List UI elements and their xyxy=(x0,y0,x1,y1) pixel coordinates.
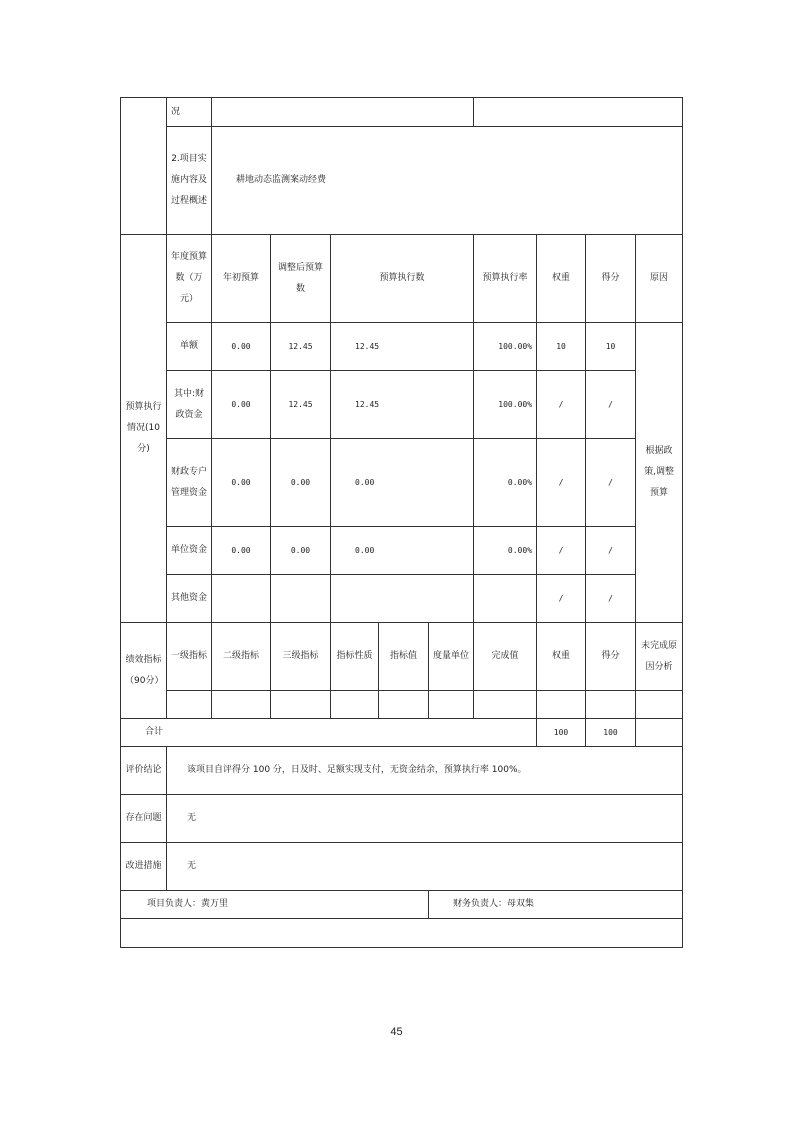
empty-cell xyxy=(636,691,683,719)
budget-row-label: 单额 xyxy=(167,323,212,371)
blank-left-cell xyxy=(121,98,167,235)
perf-header-level2: 二级指标 xyxy=(212,623,271,691)
blank-footer-row xyxy=(121,919,683,948)
budget-adjusted: 0.00 xyxy=(271,527,331,575)
budget-header-weight: 权重 xyxy=(537,235,586,323)
budget-weight: / xyxy=(537,527,586,575)
table-row xyxy=(121,371,683,439)
budget-rate: 0.00% xyxy=(474,527,537,575)
total-score: 100 xyxy=(586,719,636,747)
budget-rate: 100.00% xyxy=(474,323,537,371)
empty-cell xyxy=(379,691,429,719)
total-label: 合计 xyxy=(121,719,537,747)
perf-header-reason: 未完成原因分析 xyxy=(636,623,683,691)
budget-header-executed: 预算执行数 xyxy=(331,235,474,323)
conclusion-text: 该项目自评得分 100 分，日及时、足额实现支付，无资金结余，预算执行率 100%。 xyxy=(167,747,683,795)
content-label: 2.项目实施内容及过程概述 xyxy=(167,127,212,235)
budget-rate xyxy=(474,575,537,623)
budget-header-adjusted: 调整后预算数 xyxy=(271,235,331,323)
measures-text: 无 xyxy=(167,843,683,891)
budget-executed: 12.45 xyxy=(331,371,474,439)
budget-score: / xyxy=(586,371,636,439)
budget-score: / xyxy=(586,439,636,527)
table-row xyxy=(121,323,683,371)
conclusion-label: 评价结论 xyxy=(121,747,167,795)
budget-initial xyxy=(212,575,271,623)
total-weight: 100 xyxy=(537,719,586,747)
budget-header-score: 得分 xyxy=(586,235,636,323)
empty-cell xyxy=(474,691,537,719)
budget-weight: 10 xyxy=(537,323,586,371)
budget-reason: 根据政策,调整预算 xyxy=(636,323,683,623)
project-lead-signature: 项目负责人：黄万里 xyxy=(121,891,429,919)
empty-cell xyxy=(212,691,271,719)
perf-header-value: 指标值 xyxy=(379,623,429,691)
measures-label: 改进措施 xyxy=(121,843,167,891)
content-text: 耕地动态监测案动经费 xyxy=(212,127,683,235)
empty-cell xyxy=(331,691,379,719)
budget-row-label: 财政专户管理资金 xyxy=(167,439,212,527)
budget-row-label: 其他资金 xyxy=(167,575,212,623)
budget-weight: / xyxy=(537,371,586,439)
budget-section-label: 预算执行情况(10分) xyxy=(121,235,167,623)
finance-lead-signature: 财务负责人：母双集 xyxy=(429,891,683,919)
problems-text: 无 xyxy=(167,795,683,843)
table-row xyxy=(121,527,683,575)
budget-adjusted: 12.45 xyxy=(271,371,331,439)
budget-header-annual: 年度预算数（万元） xyxy=(167,235,212,323)
table-row xyxy=(121,439,683,527)
table-row xyxy=(121,575,683,623)
budget-adjusted: 0.00 xyxy=(271,439,331,527)
budget-header-initial: 年初预算 xyxy=(212,235,271,323)
perf-header-weight: 权重 xyxy=(537,623,586,691)
budget-executed: 0.00 xyxy=(331,527,474,575)
empty-cell xyxy=(586,691,636,719)
page-number: 45 xyxy=(390,1026,403,1038)
budget-initial: 0.00 xyxy=(212,439,271,527)
budget-executed xyxy=(331,575,474,623)
total-reason xyxy=(636,719,683,747)
perf-header-level1: 一级指标 xyxy=(167,623,212,691)
empty-cell xyxy=(537,691,586,719)
situation-label: 况 xyxy=(167,98,212,127)
empty-cell xyxy=(429,691,474,719)
perf-header-actual: 完成值 xyxy=(474,623,537,691)
budget-rate: 100.00% xyxy=(474,371,537,439)
budget-score: / xyxy=(586,527,636,575)
budget-executed: 0.00 xyxy=(331,439,474,527)
performance-section-label: 绩效指标（90分） xyxy=(121,623,167,719)
budget-initial: 0.00 xyxy=(212,371,271,439)
empty-cell xyxy=(271,691,331,719)
budget-row-label: 单位资金 xyxy=(167,527,212,575)
situation-extra xyxy=(474,98,683,127)
situation-value xyxy=(212,98,474,127)
budget-header-reason: 原因 xyxy=(636,235,683,323)
budget-row-label: 其中:财政资金 xyxy=(167,371,212,439)
budget-rate: 0.00% xyxy=(474,439,537,527)
empty-cell xyxy=(167,691,212,719)
perf-header-unit: 度量单位 xyxy=(429,623,474,691)
problems-label: 存在问题 xyxy=(121,795,167,843)
budget-adjusted: 12.45 xyxy=(271,323,331,371)
budget-executed: 12.45 xyxy=(331,323,474,371)
budget-initial: 0.00 xyxy=(212,323,271,371)
perf-header-score: 得分 xyxy=(586,623,636,691)
perf-header-nature: 指标性质 xyxy=(331,623,379,691)
budget-score: 10 xyxy=(586,323,636,371)
budget-adjusted xyxy=(271,575,331,623)
table-row xyxy=(121,691,683,719)
budget-weight: / xyxy=(537,575,586,623)
budget-header-rate: 预算执行率 xyxy=(474,235,537,323)
budget-score: / xyxy=(586,575,636,623)
perf-header-level3: 三级指标 xyxy=(271,623,331,691)
evaluation-table xyxy=(120,97,683,948)
budget-weight: / xyxy=(537,439,586,527)
budget-initial: 0.00 xyxy=(212,527,271,575)
